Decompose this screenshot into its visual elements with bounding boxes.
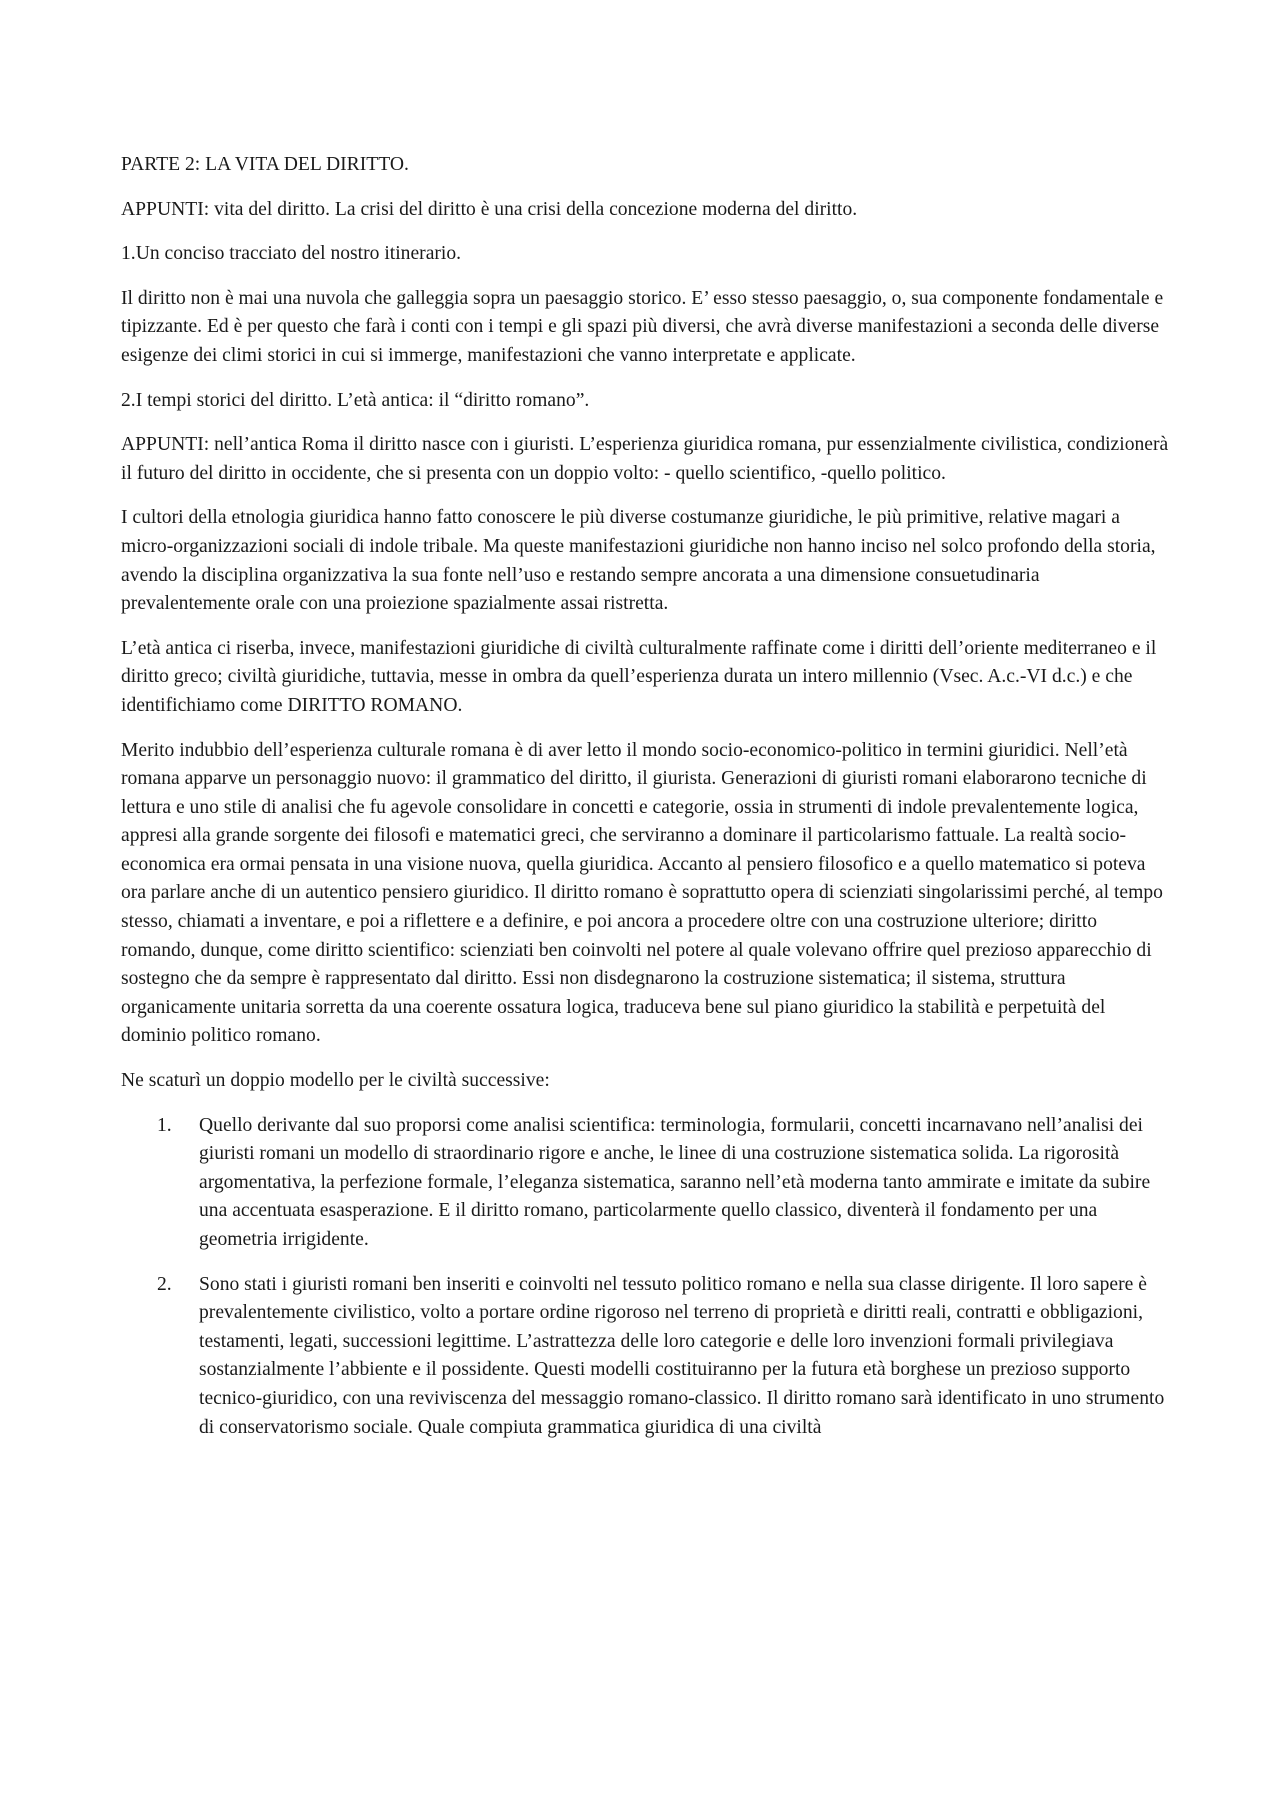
list-item-number: 2.: [157, 1273, 172, 1295]
list-item-text: Sono stati i giuristi romani ben inseriti e coinvolti nel tessuto politico romano e nella sua classe dirigente. Il loro sapere è prevalentemente civilistico, volto a portare ordine rigoroso nel terreno di proprietà e diritti reali, contratti e obbligazioni, testamenti, legati, successioni legittime. L’astrattezza delle loro categorie e delle loro invenzioni formali privilegiava sostanzialmente l’abbiente e il possidente. Questi modelli costituiranno per la futura età borghese un prezioso supporto tecnico-giuridico, con una reviviscenza del messaggio romano-classico. Il diritto romano sarà identificato in uno strumento di conservatorismo sociale. Quale compiuta grammatica giuridica di una civiltà: [199, 1273, 1165, 1438]
list-item: [121, 1112, 1173, 1255]
notes-paragraph: APPUNTI: vita del diritto. La crisi del diritto è una crisi della concezione moderna del diritto.: [121, 198, 858, 220]
document-body: [121, 151, 1173, 1458]
section-title: PARTE 2: LA VITA DEL DIRITTO.: [121, 154, 409, 175]
body-paragraph: Il diritto non è mai una nuvola che galleggia sopra un paesaggio storico. E’ esso stesso paesaggio, o, sua componente fondamentale e tipizzante. Ed è per questo che farà i conti con i tempi e gli spazi più diversi, che avrà diverse manifestazioni a seconda delle diverse esigenze dei climi storici in cui si immerge, manifestazioni che vanno interpretate e applicate.: [121, 287, 1164, 366]
list-item-number: 1.: [157, 1114, 172, 1136]
subsection-heading: 1.Un conciso tracciato del nostro itinerario.: [121, 243, 462, 265]
notes-paragraph: APPUNTI: nell’antica Roma il diritto nasce con i giuristi. L’esperienza giuridica romana, pur essenzialmente civilistica, condizionerà il futuro del diritto in occidente, che si presenta con un doppio volto: - quello scientifico, -quello politico.: [121, 434, 1169, 484]
body-paragraph: L’età antica ci riserba, invece, manifestazioni giuridiche di civiltà culturalmente raffinate come i diritti dell’oriente mediterraneo e il diritto greco; civiltà giuridiche, tuttavia, messe in ombra da quell’esperienza durata un intero millennio (Vsec. A.c.-VI d.c.) e che identifichiamo come DIRITTO ROMANO.: [121, 637, 1157, 716]
body-paragraph: Ne scaturì un doppio modello per le civiltà successive:: [121, 1070, 550, 1092]
subsection-heading: 2.I tempi storici del diritto. L’età antica: il “diritto romano”.: [121, 389, 590, 411]
body-paragraph: Merito indubbio dell’esperienza culturale romana è di aver letto il mondo socio-economico-politico in termini giuridici. Nell’età romana apparve un personaggio nuovo: il grammatico del diritto, il giurista. Generazioni di giuristi romani elaborarono tecniche di lettura e uno stile di analisi che fu agevole consolidare in concetti e categorie, ossia in strumenti di indole prevalentemente logica, appresi alla grande sorgente dei filosofi e matematici greci, che serviranno a dominare il particolarismo fattuale. La realtà socio-economica era ormai pensata in una visione nuova, quella giuridica. Accanto al pensiero filosofico e a quello matematico si poteva ora parlare anche di un autentico pensiero giuridico. Il diritto romano è soprattutto opera di scienziati singolarissimi perché, al tempo stesso, chiamati a inventare, e poi a riflettere e a definire, e poi ancora a procedere oltre con una costruzione ulteriore; diritto romando, dunque, come diritto scientifico: scienziati ben coinvolti nel potere al quale volevano offrire quel prezioso apparecchio di sostegno che da sempre è rappresentato dal diritto. Essi non disdegnarono la costruzione sistematica; il sistema, struttura organicamente unitaria sorretta da una coerente ossatura logica, traduceva bene sul piano giuridico la stabilità e perpetuità del dominio politico romano.: [121, 739, 1163, 1047]
list-item: [121, 1271, 1173, 1443]
list-item-text: Quello derivante dal suo proporsi come analisi scientifica: terminologia, formularii, concetti incarnavano nell’analisi dei giuristi romani un modello di straordinario rigore e anche, le linee di una costruzione sistematica solida. La rigorosità argomentativa, la perfezione formale, l’eleganza sistematica, saranno nell’età moderna tanto ammirate e imitate da subire una accentuata esasperazione. E il diritto romano, particolarmente quello classico, diventerà il fondamento per una geometria irrigidente.: [199, 1114, 1151, 1250]
numbered-list: [121, 1112, 1173, 1443]
body-paragraph: I cultori della etnologia giuridica hanno fatto conoscere le più diverse costumanze giuridiche, le più primitive, relative magari a micro-organizzazioni sociali di indole tribale. Ma queste manifestazioni giuridiche non hanno inciso nel solco profondo della storia, avendo la disciplina organizzativa la sua fonte nell’uso e restando sempre ancorata a una dimensione consuetudinaria prevalentemente orale con una proiezione spazialmente assai ristretta.: [121, 507, 1156, 615]
